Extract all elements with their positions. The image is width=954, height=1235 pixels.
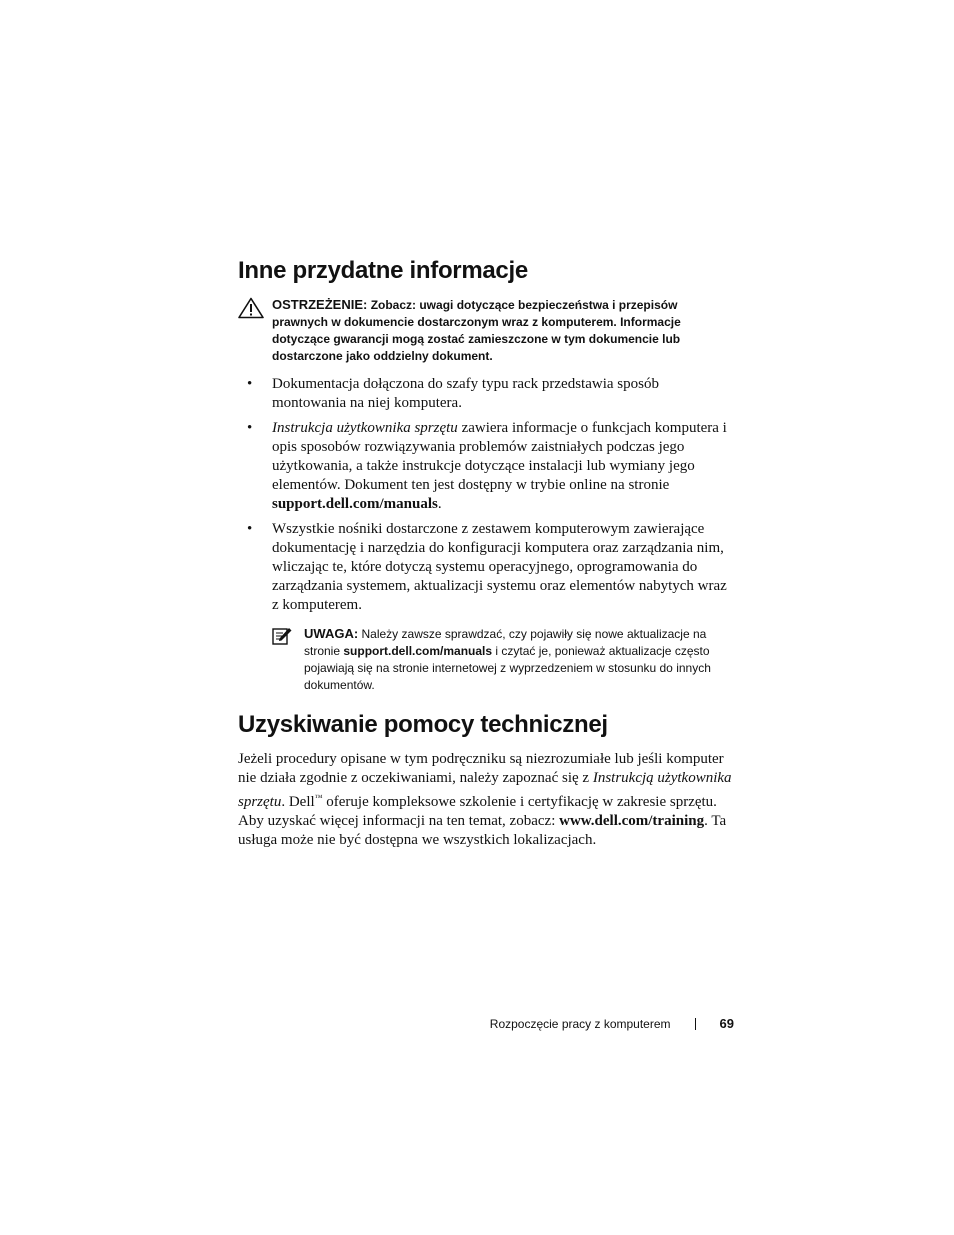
document-title: Instrukcją użytkownika sprzętu	[238, 770, 732, 810]
trademark-symbol: ™	[314, 793, 323, 802]
support-link[interactable]: support.dell.com/manuals	[343, 644, 493, 658]
training-link[interactable]: www.dell.com/training	[559, 813, 705, 829]
page-content	[238, 256, 736, 850]
note-label: UWAGA:	[304, 626, 359, 641]
list-item: • Instrukcja użytkownika sprzętu zawiera informacje o funkcjach komputera i opis sposobów rozwiązywania problemów zaistniałych podczas jego użytkowania, a także instrukcje dotyczące instalacji lub wymiany jego elementów. Dokument ten jest dostępny w trybie online na stronie support.dell.com/manuals.	[247, 420, 727, 512]
bullet-icon: •	[247, 420, 253, 436]
note-pencil-icon	[272, 627, 292, 645]
section-heading-other-info: Inne przydatne informacje	[238, 257, 528, 284]
support-link[interactable]: support.dell.com/manuals	[272, 496, 438, 512]
bullet-icon: •	[247, 376, 253, 392]
section-heading-support: Uzyskiwanie pomocy technicznej	[238, 711, 608, 738]
page-footer	[490, 1016, 734, 1031]
warning-triangle-icon	[238, 297, 264, 319]
warning-text: Zobacz: uwagi dotyczące bezpieczeństwa i przepisów prawnych w dokumencie dostarczonym wraz z komputerem. Informacje dotyczące gwarancji mogą zostać zamieszczone w tym dokumencie lub dostarczone jako oddzielny dokument.	[272, 298, 681, 363]
document-title: Instrukcja użytkownika sprzętu	[272, 420, 458, 436]
support-paragraph: Jeżeli procedury opisane w tym podręczniku są niezrozumiałe lub jeśli komputer nie działa zgodnie z oczekiwaniami, należy zapoznać się z Instrukcją użytkownika sprzętu. Dell™ oferuje kompleksowe szkolenie i certyfikację w zakresie sprzętu. Aby uzyskać więcej informacji na ten temat, zobacz: www.dell.com/training. Ta usługa może nie być dostępna we wszystkich lokalizacjach.	[238, 751, 732, 848]
note-block: UWAGA: Należy zawsze sprawdzać, czy pojawiły się nowe aktualizacje na stronie support.dell.com/manuals i czytać je, ponieważ aktualizacje często pojawiają się na stronie internetowej z wyprzedzeniem w stosunku do innych dokumentów.	[272, 625, 736, 694]
footer-chapter-title: Rozpoczęcie pracy z komputerem	[489, 1016, 671, 1031]
page-number: 69	[719, 1016, 734, 1031]
bullet-icon: •	[247, 521, 253, 537]
warning-block	[238, 296, 736, 365]
list-item: • Wszystkie nośniki dostarczone z zestawem komputerowym zawierające dokumentację i narzędzia do konfiguracji komputera oraz zarządzania nim, wliczając te, które dotyczą systemu operacyjnego, oprogramowania do zarządzania systemem, aktualizacji systemu oraz elementów nabytych wraz z komputerem.	[247, 521, 727, 613]
footer-divider	[695, 1018, 696, 1030]
info-list	[238, 375, 736, 615]
list-item: • Dokumentacja dołączona do szafy typu rack przedstawia sposób montowania na niej komputera.	[247, 376, 659, 411]
warning-label: OSTRZEŻENIE:	[272, 297, 368, 312]
